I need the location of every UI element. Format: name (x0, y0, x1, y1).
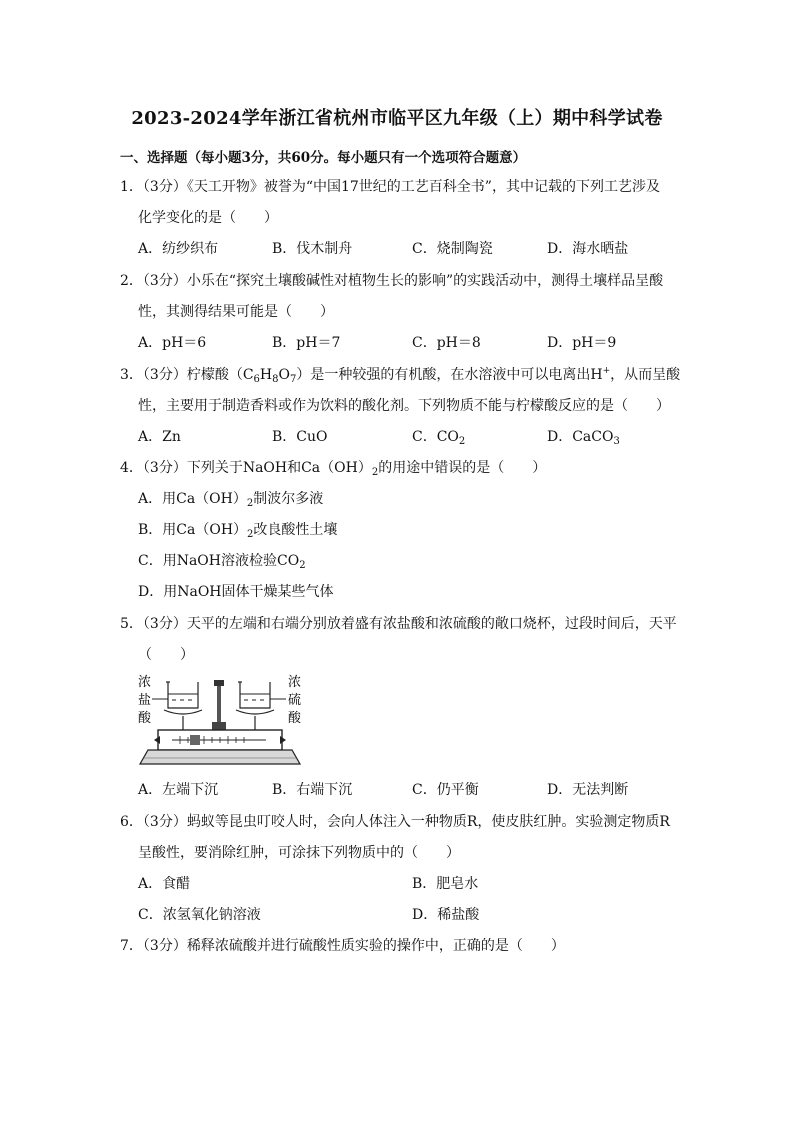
right-label-char: 酸 (288, 711, 302, 726)
q3-stem-line2: 性，主要用于制造香料或作为饮料的酸化剂。下列物质不能与柠檬酸反应的是（ ） (138, 398, 670, 414)
q3-option-d (547, 426, 620, 447)
formula-subscript: 2 (246, 498, 254, 509)
q6-stem-line1: 6．（3分）蚂蚁等昆虫叮咬人时，会向人体注入一种物质R，使皮肤红肿。实验测定物质R (120, 814, 670, 830)
q4-option-d: D．用NaOH固体干燥某些气体 (138, 584, 334, 600)
q6-option-a: A．食醋 (138, 876, 191, 892)
balance-diagram (136, 672, 304, 768)
q1-stem-line1: 1．（3分）《天工开物》被誉为“中国17世纪的工艺百科全书”，其中记载的下列工艺涉及 (120, 179, 660, 195)
right-beaker (238, 682, 270, 708)
formula-subscript: 2 (458, 436, 466, 447)
q6-option-d: D．稀盐酸 (412, 907, 480, 923)
q5-option-c: C．仍平衡 (412, 782, 479, 798)
q3-stem-text: 3．（3分）柠檬酸（C (120, 367, 254, 383)
q4-option-a-text: 制波尔多液 (253, 491, 324, 507)
formula-subscript: 3 (613, 436, 620, 447)
left-knob (154, 736, 160, 744)
formula-subscript: 7 (289, 374, 297, 385)
formula-subscript: 6 (253, 374, 260, 385)
q3-option-a: A．Zn (138, 429, 181, 445)
q2-option-c: C．pH＝8 (412, 335, 481, 351)
q7-stem-line1: 7．（3分）稀释浓硫酸并进行硫酸性质实验的操作中，正确的是（ ） (120, 938, 565, 954)
left-label-char: 盐 (138, 693, 152, 708)
q5-option-a: A．左端下沉 (138, 782, 219, 798)
left-pan (164, 710, 202, 714)
q6-stem-line2: 呈酸性，要消除红肿，可涂抹下列物质中的（ ） (138, 845, 460, 861)
right-label-char: 浓 (288, 675, 302, 690)
left-label-char: 浓 (138, 675, 152, 690)
q5-stem-line2: （ ） (138, 647, 194, 663)
q2-stem-line2: 性，其测得结果可能是（ ） (138, 304, 334, 320)
section-heading: 一、选择题（每小题3分，共60分。每小题只有一个选项符合题意） (120, 150, 527, 166)
q2-option-d: D．pH＝9 (547, 335, 617, 351)
q5-option-d: D．无法判断 (547, 782, 629, 798)
formula-subscript: 2 (371, 467, 379, 478)
q4-stem (120, 457, 546, 478)
formula-element: O (278, 367, 290, 383)
q4-option-c (138, 550, 306, 571)
exam-title: 2023-2024学年浙江省杭州市临平区九年级（上）期中科学试卷 (131, 108, 663, 129)
balance-pointer (212, 680, 226, 730)
q4-option-c-text: C．用NaOH溶液检验CO (138, 553, 300, 569)
ion-superscript: + (602, 366, 611, 376)
q6-option-b: B．肥皂水 (412, 876, 479, 892)
q4-option-a (138, 488, 323, 509)
q3-stem-line1 (120, 364, 680, 385)
q3-stem-text: ，从而呈酸 (610, 367, 681, 383)
q1-stem-line2: 化学变化的是（ ） (138, 210, 278, 226)
formula-subscript: 2 (247, 529, 254, 540)
q4-stem-text: 4．（3分）下列关于NaOH和Ca（OH） (120, 460, 372, 476)
q3-stem-text: ）是一种较强的有机酸，在水溶液中可以电离出H (296, 367, 603, 383)
right-label-char: 硫 (288, 693, 302, 708)
q3-option-c (412, 426, 465, 447)
q2-stem-line1: 2．（3分）小乐在“探究土壤酸碱性对植物生长的影响”的实践活动中，测得土壤样品呈酸 (120, 273, 664, 289)
q2-option-a: A．pH＝6 (138, 335, 207, 351)
left-label-char: 酸 (138, 711, 152, 726)
q3-option-b: B．CuO (272, 429, 328, 445)
q4-stem-text: 的用途中错误的是（ ） (378, 460, 547, 476)
q3-option-d-text: D．CaCO (547, 429, 614, 445)
q1-option-a: A．纺纱织布 (138, 241, 219, 257)
q2-option-b: B．pH＝7 (272, 335, 341, 351)
right-knob (280, 736, 286, 744)
left-beaker (166, 682, 198, 708)
q4-option-a-text: A．用Ca（OH） (138, 491, 247, 507)
right-pan (236, 710, 274, 714)
q1-option-c: C．烧制陶瓷 (412, 241, 493, 257)
q4-option-b (138, 519, 337, 540)
q4-option-b-text: 改良酸性土壤 (253, 522, 338, 538)
balance-figure (136, 672, 304, 768)
q6-option-c: C．浓氢氧化钠溶液 (138, 907, 261, 923)
formula-subscript: 8 (272, 374, 279, 385)
rider-weight (190, 735, 200, 745)
q4-option-b-text: B．用Ca（OH） (138, 522, 248, 538)
q5-stem-line1: 5．（3分）天平的左端和右端分别放着盛有浓盐酸和浓硫酸的敞口烧杯，过段时间后，天平 (120, 616, 677, 632)
formula-element: H (259, 367, 273, 383)
balance-base (140, 750, 300, 764)
q3-option-c-text: C．CO (412, 429, 459, 445)
q1-option-d: D．海水晒盐 (547, 241, 629, 257)
formula-subscript: 2 (299, 560, 306, 571)
q5-option-b: B．右端下沉 (272, 782, 353, 798)
q1-option-b: B．伐木制舟 (272, 241, 353, 257)
